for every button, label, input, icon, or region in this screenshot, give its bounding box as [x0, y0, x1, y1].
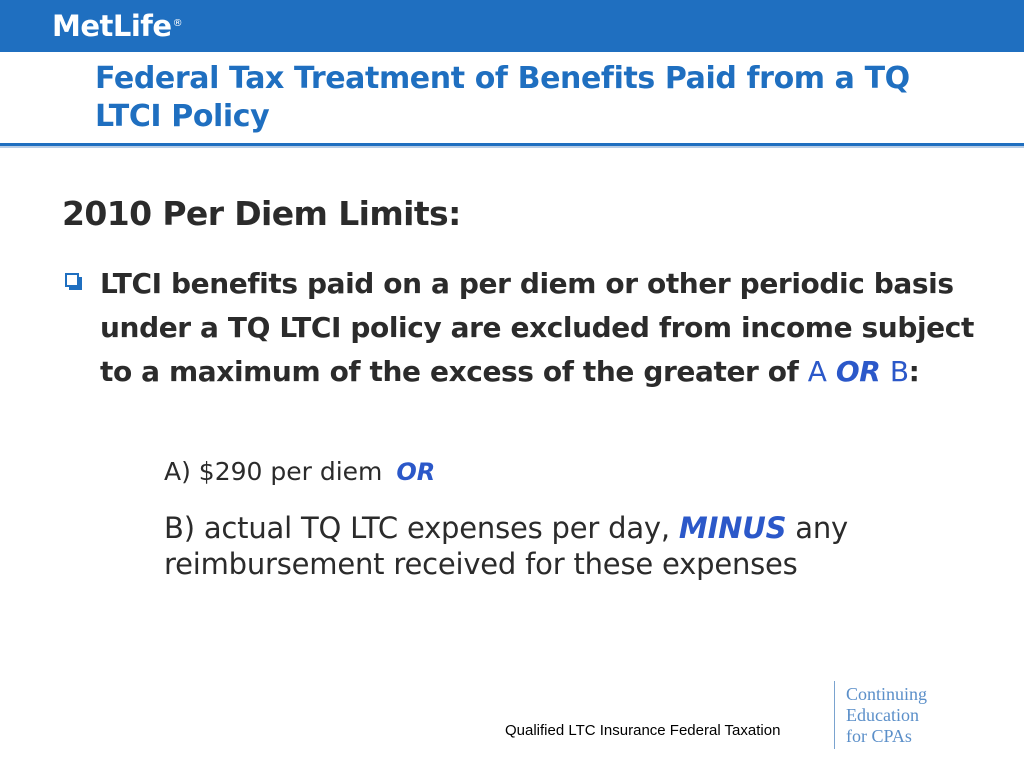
cpe-line: Education [846, 705, 919, 725]
minus-emphasis: MINUS [678, 511, 787, 545]
option-b-label: B [889, 355, 909, 388]
cpe-line: Continuing [846, 684, 928, 704]
bullet-colon: : [908, 355, 920, 388]
option-a-label: A [807, 355, 827, 388]
option-b-item [164, 510, 964, 582]
option-b-text-start: B) actual TQ LTC expenses per day, [164, 511, 679, 545]
option-a-or: OR [396, 458, 436, 486]
cpe-line: for CPAs [846, 726, 912, 746]
registered-mark: ® [172, 18, 183, 29]
title-divider-shadow [0, 146, 1024, 148]
option-b-text-end: any reimbursement received for these expenses [164, 511, 849, 581]
slide-title: Federal Tax Treatment of Benefits Paid from a TQ LTCI Policy [95, 61, 910, 134]
footer-divider [834, 681, 835, 749]
footer-caption: Qualified LTC Insurance Federal Taxation [505, 722, 781, 739]
metlife-logo [52, 6, 182, 46]
section-heading: 2010 Per Diem Limits: [62, 194, 461, 233]
option-a-text: A) $290 per diem [164, 457, 383, 486]
bullet-text: LTCI benefits paid on a per diem or other periodic basis under a TQ LTCI policy are excluded from income subject to a maximum of the excess of the greater of [100, 267, 974, 388]
brand-header-bar [0, 0, 1024, 52]
or-emphasis: OR [835, 355, 881, 388]
bullet-paragraph [100, 262, 980, 394]
option-a-item [164, 455, 435, 489]
cpe-logo [846, 684, 927, 747]
checkbox-bullet-icon [65, 273, 79, 287]
logo-text: MetLife [52, 9, 172, 43]
